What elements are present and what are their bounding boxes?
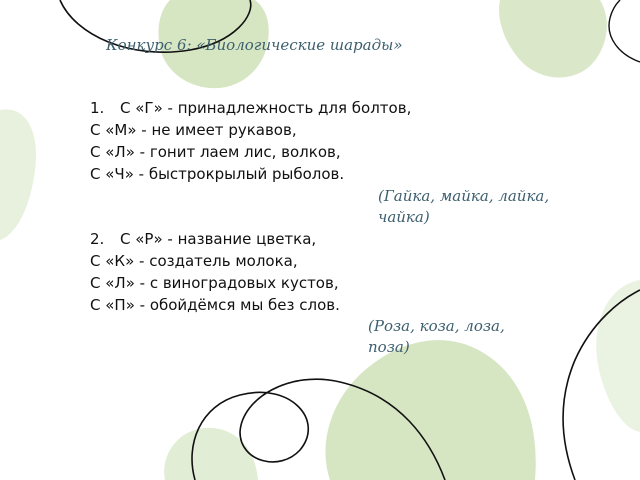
green-blob-bottom-left [164,428,258,480]
riddle-line: С «М» - не имеет рукавов, [90,121,297,139]
answer-line: (Гайка, майка, лайка, [378,187,550,205]
green-blob-bottom [325,340,535,480]
riddle-number: 2. [90,230,105,248]
riddle-line [90,228,340,250]
answer-line: поза) [368,338,410,356]
page-title: Конкурс 6: «Биологические шарады» [106,36,403,54]
answer-line: (Роза, коза, лоза, [368,317,505,335]
riddle-line-text: С «Р» - название цветка, [120,230,317,248]
riddle-2 [90,228,340,316]
green-blob-left [0,109,36,240]
riddle-line-text: С «Г» - принадлежность для болтов, [120,99,412,117]
riddle-line: С «К» - создатель молока, [90,252,298,270]
green-blob-right [596,280,640,432]
riddle-1-answer [378,186,549,228]
riddle-number: 1. [90,99,105,117]
riddle-line: С «П» - обойдёмся мы без слов. [90,296,340,314]
riddle-line: С «Л» - с виноградовых кустов, [90,274,339,292]
riddle-line [90,97,411,119]
riddle-1 [90,97,411,185]
curve-line-right-top [609,0,640,62]
riddle-2-answer [368,316,505,358]
riddle-line: С «Ч» - быстрокрылый рыболов. [90,165,345,183]
green-blob-top-right [499,0,607,77]
answer-line: чайка) [378,208,430,226]
riddle-line: С «Л» - гонит лаем лис, волков, [90,143,341,161]
